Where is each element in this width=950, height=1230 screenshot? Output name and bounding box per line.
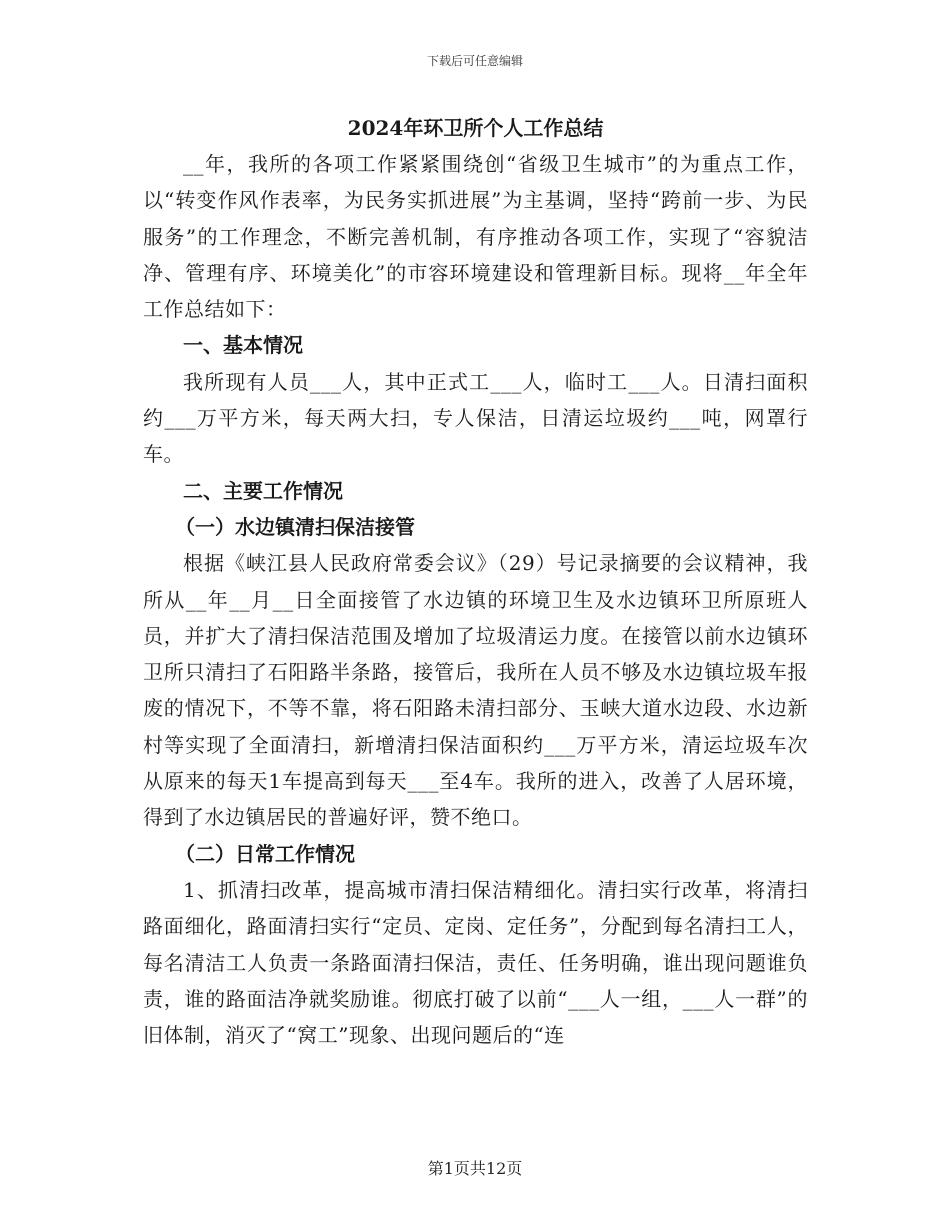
subsection-heading-takeover: （一）水边镇清扫保洁接管 — [175, 514, 415, 539]
subsection-daily-work-paragraph: 1、抓清扫改革，提高城市清扫保洁精细化。清扫实行改革，将清扫路面细化，路面清扫实行“定员、定岗、定任务”，分配到每名清扫工人，每名清洁工人负责一条路面清扫保洁，责任、任务明确，谁出现问题谁负责，谁的路面洁净就奖励谁。彻底打破了以前“___人一组，___人一群”的旧体制，消灭了“窝工”现象、出现问题后的“连 — [143, 877, 808, 1048]
section-heading-main-work: 二、主要工作情况 — [183, 478, 343, 503]
section-heading-basic: 一、基本情况 — [183, 333, 303, 358]
intro-paragraph: __年，我所的各项工作紧紧围绕创“省级卫生城市”的为重点工作，以“转变作风作表率，为民务实抓进展”为主基调，坚持“跨前一步、为民服务”的工作理念，不断完善机制，有序推动各项工作，实现了“容貌洁净、管理有序、环境美化”的市容环境建设和管理新目标。现将__年全年工作总结如下： — [143, 152, 808, 322]
subsection-heading-daily-work: （二）日常工作情况 — [175, 841, 355, 866]
subsection-takeover-paragraph: 根据《峡江县人民政府常委会议》（29）号记录摘要的会议精神，我所从__年__月__日全面接管了水边镇的环境卫生及水边镇环卫所原班人员，并扩大了清扫保洁范围及增加了垃圾清运力度。在接管以前水边镇环卫所只清扫了石阳路半条路，接管后，我所在人员不够及水边镇垃圾车报废的情况下，不等不靠，将石阳路未清扫部分、玉峡大道水边段、水边新村等实现了全面清扫，新增清扫保洁面积约___万平方米，清运垃圾车次从原来的每天1车提高到每天___至4车。我所的进入，改善了人居环境，得到了水边镇居民的普遍好评，赞不绝口。 — [143, 551, 808, 830]
document-body — [143, 110, 808, 1053]
section-basic-paragraph: 我所现有人员___人，其中正式工___人，临时工___人。日清扫面积约___万平方米，每天两大扫，专人保洁，日清运垃圾约___吨，网罩行车。 — [143, 369, 808, 467]
document-title: 2024年环卫所个人工作总结 — [347, 116, 604, 140]
header-note: 下载后可任意编辑 — [426, 54, 523, 68]
page-footer: 第1页共12页 — [427, 1159, 523, 1178]
